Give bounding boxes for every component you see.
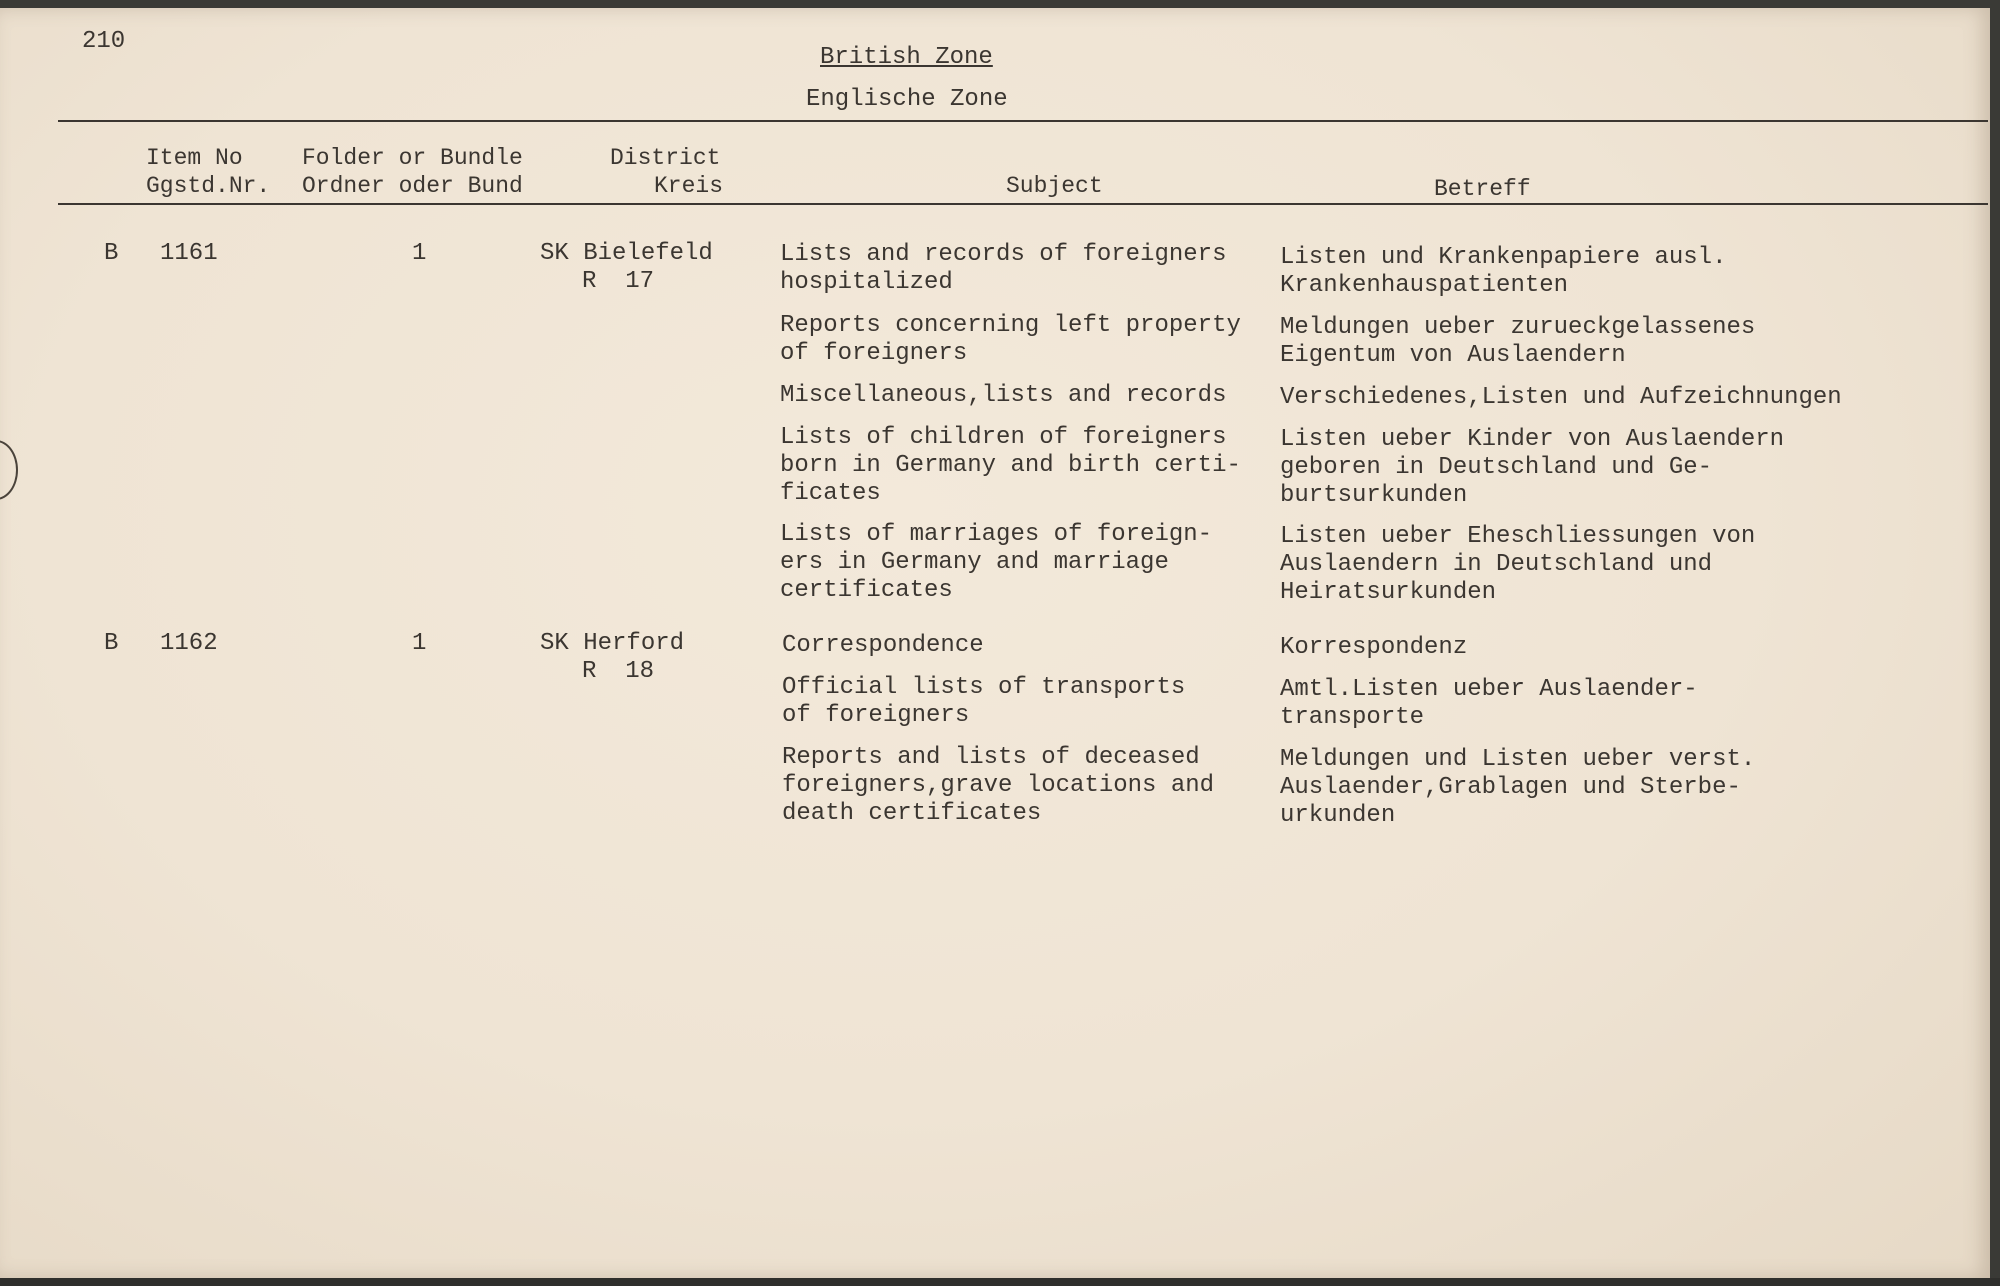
row-prefix: B bbox=[104, 240, 119, 267]
header-item-no: Item No bbox=[146, 145, 243, 171]
folder-number: 1 bbox=[412, 240, 427, 267]
betreff-entry: Listen ueber Eheschliessungen von Auslaendern in Deutschland und Heiratsurkunden bbox=[1280, 523, 1756, 606]
header-item-no-de: Ggstd.Nr. bbox=[146, 173, 271, 199]
header-bottom-rule bbox=[58, 203, 1988, 205]
header-subject: Subject bbox=[1006, 173, 1103, 199]
betreff-entry: Korrespondenz bbox=[1280, 634, 1468, 661]
district-code: R 18 bbox=[582, 658, 655, 685]
header-top-rule bbox=[58, 120, 1988, 122]
subject-entry: Miscellaneous,lists and records bbox=[780, 382, 1227, 409]
subject-entry: Official lists of transports of foreigners bbox=[782, 674, 1186, 729]
zone-subtitle: Englische Zone bbox=[806, 86, 1008, 113]
item-number: 1161 bbox=[160, 240, 218, 267]
header-folder: Folder or Bundle bbox=[302, 145, 523, 171]
page-number: 210 bbox=[82, 28, 126, 55]
page-bottom-edge bbox=[0, 1278, 2000, 1286]
document-page bbox=[0, 8, 1990, 1278]
betreff-entry: Verschiedenes,Listen und Aufzeichnungen bbox=[1280, 384, 1842, 411]
header-district: District bbox=[610, 145, 721, 171]
district-name: SK Bielefeld bbox=[540, 240, 713, 267]
betreff-entry: Amtl.Listen ueber Auslaender- transporte bbox=[1280, 676, 1698, 731]
zone-title: British Zone bbox=[820, 44, 993, 71]
subject-entry: Reports concerning left property of foreigners bbox=[780, 312, 1241, 367]
betreff-entry: Meldungen ueber zurueckgelassenes Eigentum von Auslaendern bbox=[1280, 314, 1756, 369]
header-folder-de: Ordner oder Bund bbox=[302, 173, 523, 199]
row-prefix: B bbox=[104, 630, 119, 657]
folder-number: 1 bbox=[412, 630, 427, 657]
district-code: R 17 bbox=[582, 268, 655, 295]
betreff-entry: Listen ueber Kinder von Auslaendern geboren in Deutschland und Ge- burtsurkunden bbox=[1280, 426, 1785, 509]
subject-entry: Lists of marriages of foreign- ers in Germany and marriage certificates bbox=[780, 521, 1213, 604]
item-number: 1162 bbox=[160, 630, 218, 657]
betreff-entry: Meldungen und Listen ueber verst. Auslaender,Grablagen und Sterbe- urkunden bbox=[1280, 746, 1756, 829]
betreff-entry: Listen und Krankenpapiere ausl. Krankenhauspatienten bbox=[1280, 244, 1727, 299]
district-name: SK Herford bbox=[540, 630, 685, 657]
subject-entry: Lists of children of foreigners born in Germany and birth certi- ficates bbox=[780, 424, 1241, 507]
header-betreff: Betreff bbox=[1434, 176, 1531, 202]
subject-entry: Correspondence bbox=[782, 632, 984, 659]
header-district-de: Kreis bbox=[654, 173, 724, 199]
subject-entry: Lists and records of foreigners hospitalized bbox=[780, 241, 1227, 296]
subject-entry: Reports and lists of deceased foreigners,grave locations and death certificates bbox=[782, 744, 1215, 827]
